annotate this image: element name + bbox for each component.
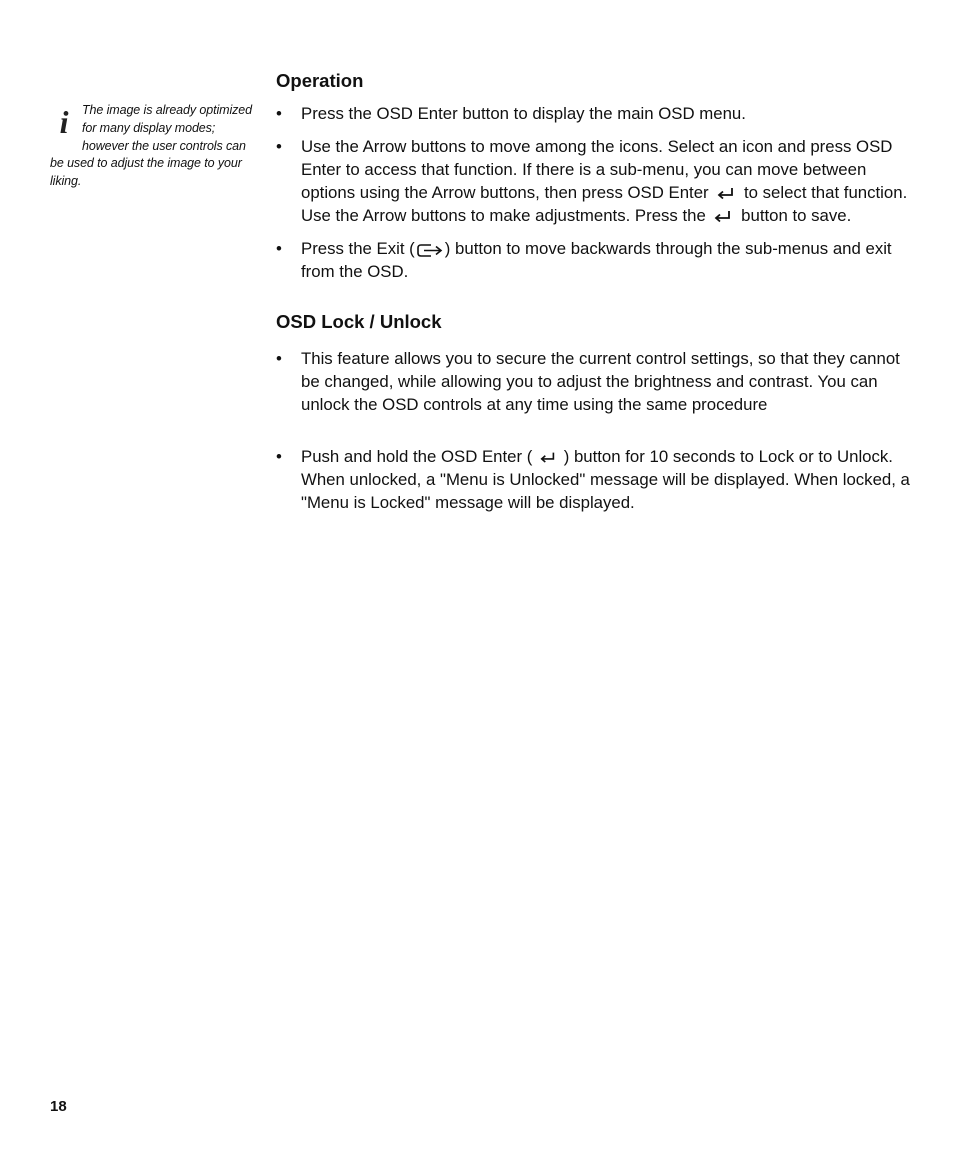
list-item (276, 135, 916, 227)
bullet: • (276, 104, 282, 123)
enter-return-icon (539, 451, 557, 465)
main-content (276, 68, 916, 514)
list-item (276, 237, 916, 283)
operation-heading: Operation (276, 70, 364, 91)
side-note (50, 102, 255, 191)
side-note-text: The image is already optimized for many display modes; however the user controls can be used to adjust the image to your liking. (50, 103, 252, 189)
list-item-text: Use the Arrow buttons to move among the icons. Select an icon and press OSD Enter to access that function. If there is a sub-menu, you can move between options using the Arrow buttons, then press OSD Enter (301, 137, 893, 202)
lock-list (276, 347, 916, 514)
list-item-text: ) button for 10 seconds to Lock or to Unlock. When unlocked, a "Menu is Unlocked" message will be displayed. When locked, a "Menu is Locked" message will be displayed. (301, 447, 910, 512)
list-item-text: This feature allows you to secure the current control settings, so that they cannot be changed, while allowing you to adjust the brightness and contrast. You can unlock the OSD controls at any time using the same procedure (301, 349, 900, 414)
list-item-text: Press the OSD Enter button to display the main OSD menu. (301, 104, 746, 123)
bullet: • (276, 349, 282, 368)
list-item-text: ) button to move backwards through the sub-menus and exit from the OSD. (301, 239, 892, 281)
list-item-text: to select that function. Use the Arrow buttons to make adjustments. Press the (301, 183, 908, 225)
enter-return-icon (713, 210, 733, 224)
list-item (276, 102, 916, 125)
list-item-text: Press the Exit ( (301, 239, 415, 258)
list-item-text: Push and hold the OSD Enter ( (301, 447, 533, 466)
list-item (276, 347, 916, 416)
enter-return-icon (716, 187, 736, 201)
bullet: • (276, 137, 282, 156)
exit-icon (416, 242, 444, 258)
list-item (276, 445, 916, 514)
operation-list (276, 102, 916, 283)
list-item-text: button to save. (741, 206, 852, 225)
info-icon: i (59, 104, 69, 140)
lock-heading: OSD Lock / Unlock (276, 311, 442, 332)
bullet: • (276, 447, 282, 466)
page-number: 18 (50, 1098, 67, 1115)
bullet: • (276, 239, 282, 258)
